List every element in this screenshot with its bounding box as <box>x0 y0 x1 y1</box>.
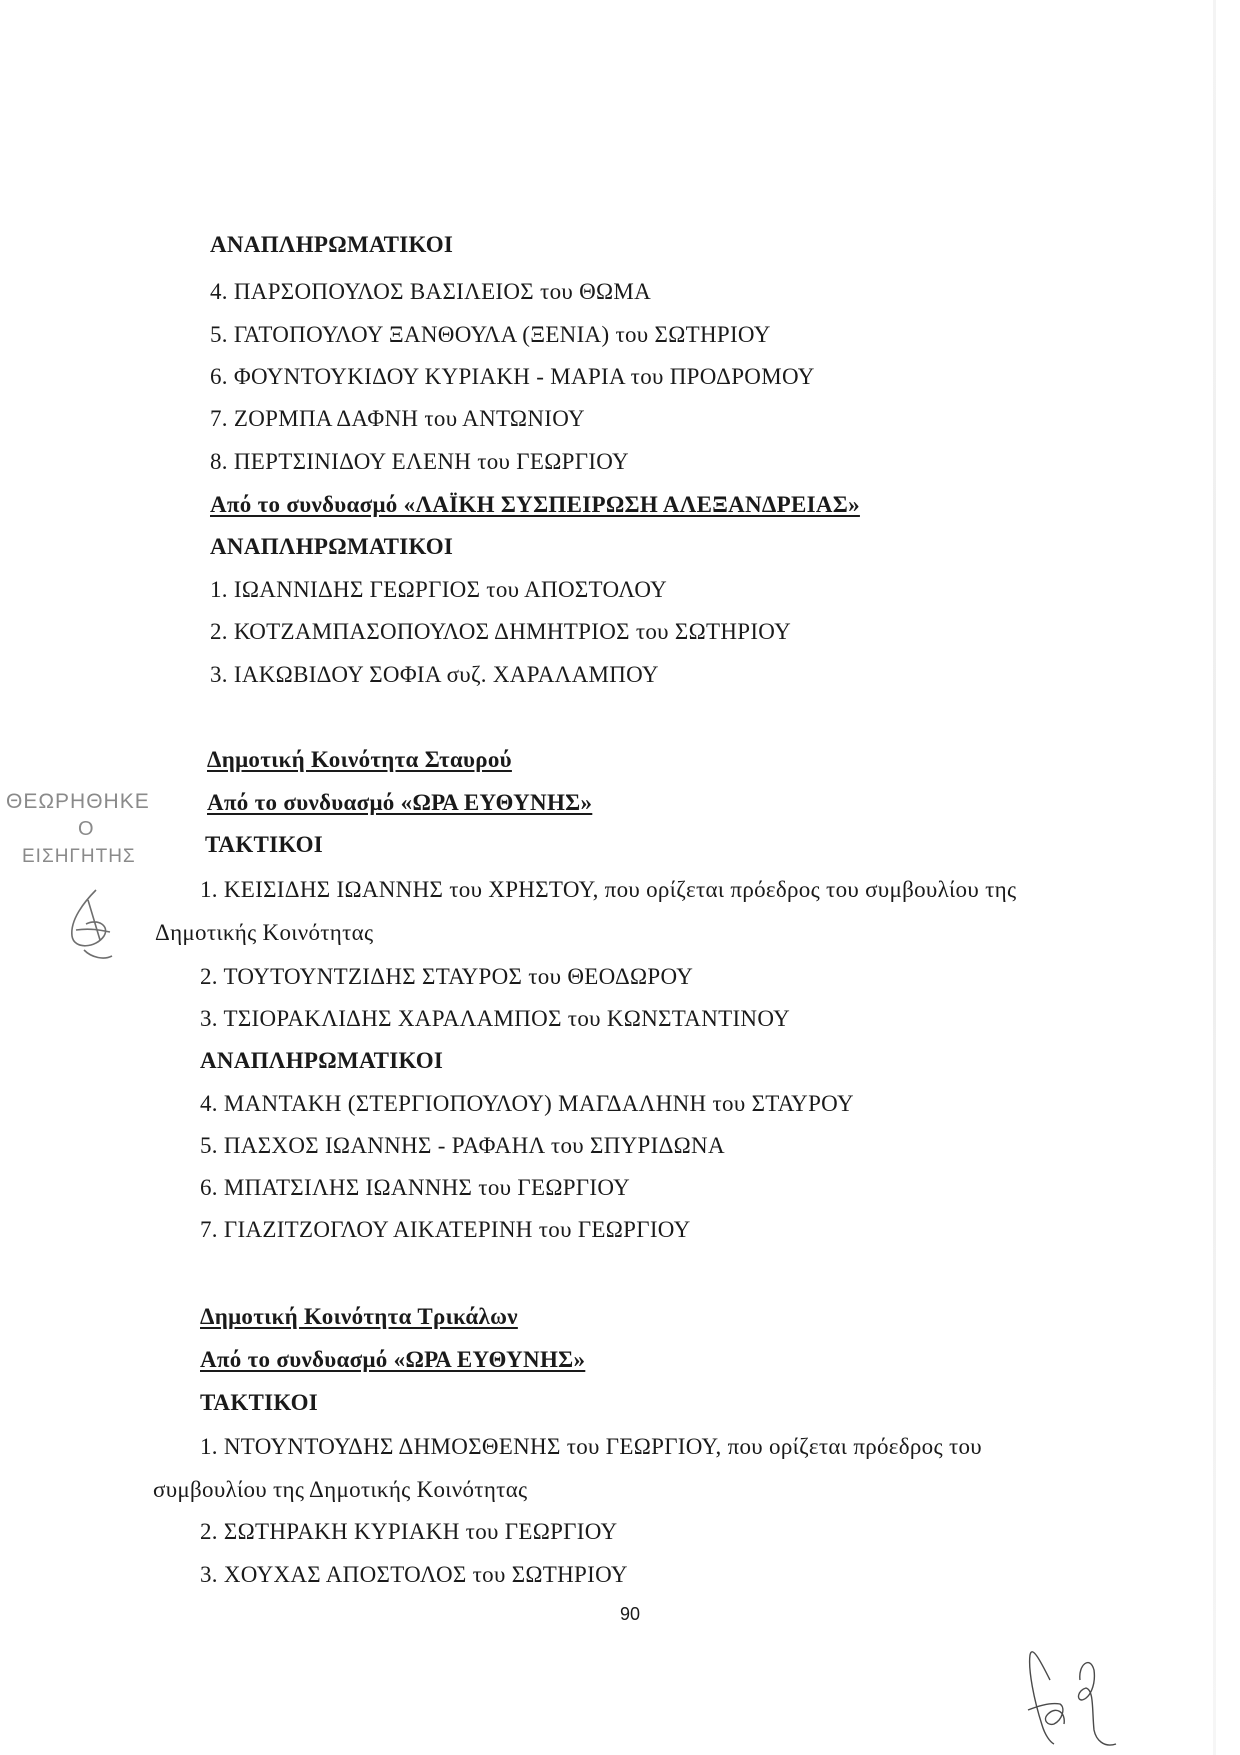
stamp-initials-icon <box>0 790 175 990</box>
stamp-text: Ο <box>78 818 95 840</box>
heading-regulars: ΤΑΚΤΙΚΟΙ <box>200 1390 319 1415</box>
list-item: 4. ΠΑΡΣΟΠΟΥΛΟΣ ΒΑΣΙΛΕΙΟΣ του ΘΩΜΑ <box>210 279 652 304</box>
heading-substitutes: ΑΝΑΠΛΗΡΩΜΑΤΙΚΟΙ <box>210 534 454 559</box>
list-item: 2. ΚΟΤΖΑΜΠΑΣΟΠΟΥΛΟΣ ΔΗΜΗΤΡΙΟΣ του ΣΩΤΗΡΙΟΥ <box>210 619 791 644</box>
list-item: 6. ΜΠΑΤΣΙΛΗΣ ΙΩΑΝΝΗΣ του ΓΕΩΡΓΙΟΥ <box>200 1175 631 1200</box>
list-item: 3. ΤΣΙΟΡΑΚΛΙΔΗΣ ΧΑΡΑΛΑΜΠΟΣ του ΚΩΝΣΤΑΝΤΙΝΟΥ <box>200 1006 791 1031</box>
stamp-text: ΘΕΩΡΗΘΗΚΕ <box>6 790 150 813</box>
coalition-heading: Από το συνδυασμό «ΩΡΑ ΕΥΘΥΝΗΣ» <box>207 790 593 815</box>
list-item-continuation: συμβουλίου της Δημοτικής Κοινότητας <box>153 1477 528 1502</box>
list-item: 2. ΣΩΤΗΡΑΚΗ ΚΥΡΙΑΚΗ του ΓΕΩΡΓΙΟΥ <box>200 1519 618 1544</box>
community-heading-stavrou: Δημοτική Κοινότητα Σταυρού <box>207 747 512 772</box>
list-item: 1. ΚΕΙΣΙΔΗΣ ΙΩΑΝΝΗΣ του ΧΡΗΣΤΟΥ, που ορίζεται πρόεδρος του συμβουλίου της <box>200 877 1017 902</box>
list-item: 5. ΠΑΣΧΟΣ ΙΩΑΝΝΗΣ - ΡΑΦΑΗΛ του ΣΠΥΡΙΔΩΝΑ <box>200 1133 725 1158</box>
list-item: 5. ΓΑΤΟΠΟΥΛΟΥ ΞΑΝΘΟΥΛΑ (ΞΕΝΙΑ) του ΣΩΤΗΡΙΟΥ <box>210 322 771 347</box>
coalition-heading: Από το συνδυασμό «ΛΑΪΚΗ ΣΥΣΠΕΙΡΩΣΗ ΑΛΕΞΑΝΔΡΕΙΑΣ» <box>210 492 860 517</box>
heading-substitutes: ΑΝΑΠΛΗΡΩΜΑΤΙΚΟΙ <box>210 232 454 257</box>
list-item: 1. ΙΩΑΝΝΙΔΗΣ ΓΕΩΡΓΙΟΣ του ΑΠΟΣΤΟΛΟΥ <box>210 577 667 602</box>
list-item: 3. ΧΟΥΧΑΣ ΑΠΟΣΤΟΛΟΣ του ΣΩΤΗΡΙΟΥ <box>200 1562 628 1587</box>
list-item-continuation: Δημοτικής Κοινότητας <box>155 920 374 945</box>
list-item: 1. ΝΤΟΥΝΤΟΥΔΗΣ ΔΗΜΟΣΘΕΝΗΣ του ΓΕΩΡΓΙΟΥ, που ορίζεται πρόεδρος του <box>200 1434 982 1459</box>
list-item: 3. ΙΑΚΩΒΙΔΟΥ ΣΟΦΙΑ συζ. ΧΑΡΑΛΑΜΠΟΥ <box>210 662 659 687</box>
coalition-heading: Από το συνδυασμό «ΩΡΑ ΕΥΘΥΝΗΣ» <box>200 1347 586 1372</box>
list-item: 7. ΓΙΑΖΙΤΖΟΓΛΟΥ ΑΙΚΑΤΕΡΙΝΗ του ΓΕΩΡΓΙΟΥ <box>200 1217 691 1242</box>
list-item: 6. ΦΟΥΝΤΟΥΚΙΔΟΥ ΚΥΡΙΑΚΗ - ΜΑΡΙΑ του ΠΡΟΔΡΟΜΟΥ <box>210 364 815 389</box>
page-number: 90 <box>620 1604 641 1624</box>
reviewed-stamp <box>0 790 175 990</box>
list-item: 4. ΜΑΝΤΑΚΗ (ΣΤΕΡΓΙΟΠΟΥΛΟΥ) ΜΑΓΔΑΛΗΝΗ του ΣΤΑΥΡΟΥ <box>200 1091 854 1116</box>
signature-icon <box>1020 1640 1170 1750</box>
list-item: 2. ΤΟΥΤΟΥΝΤΖΙΔΗΣ ΣΤΑΥΡΟΣ του ΘΕΟΔΩΡΟΥ <box>200 964 694 989</box>
scan-edge-shadow <box>1213 0 1216 1755</box>
list-item: 7. ΖΟΡΜΠΑ ΔΑΦΝΗ του ΑΝΤΩΝΙΟΥ <box>210 406 585 431</box>
heading-regulars: ΤΑΚΤΙΚΟΙ <box>205 832 324 857</box>
stamp-text: ΕΙΣΗΓΗΤΗΣ <box>22 846 136 867</box>
heading-substitutes: ΑΝΑΠΛΗΡΩΜΑΤΙΚΟΙ <box>200 1048 444 1073</box>
community-heading-trikalon: Δημοτική Κοινότητα Τρικάλων <box>200 1304 518 1329</box>
list-item: 8. ΠΕΡΤΣΙΝΙΔΟΥ ΕΛΕΝΗ του ΓΕΩΡΓΙΟΥ <box>210 449 629 474</box>
